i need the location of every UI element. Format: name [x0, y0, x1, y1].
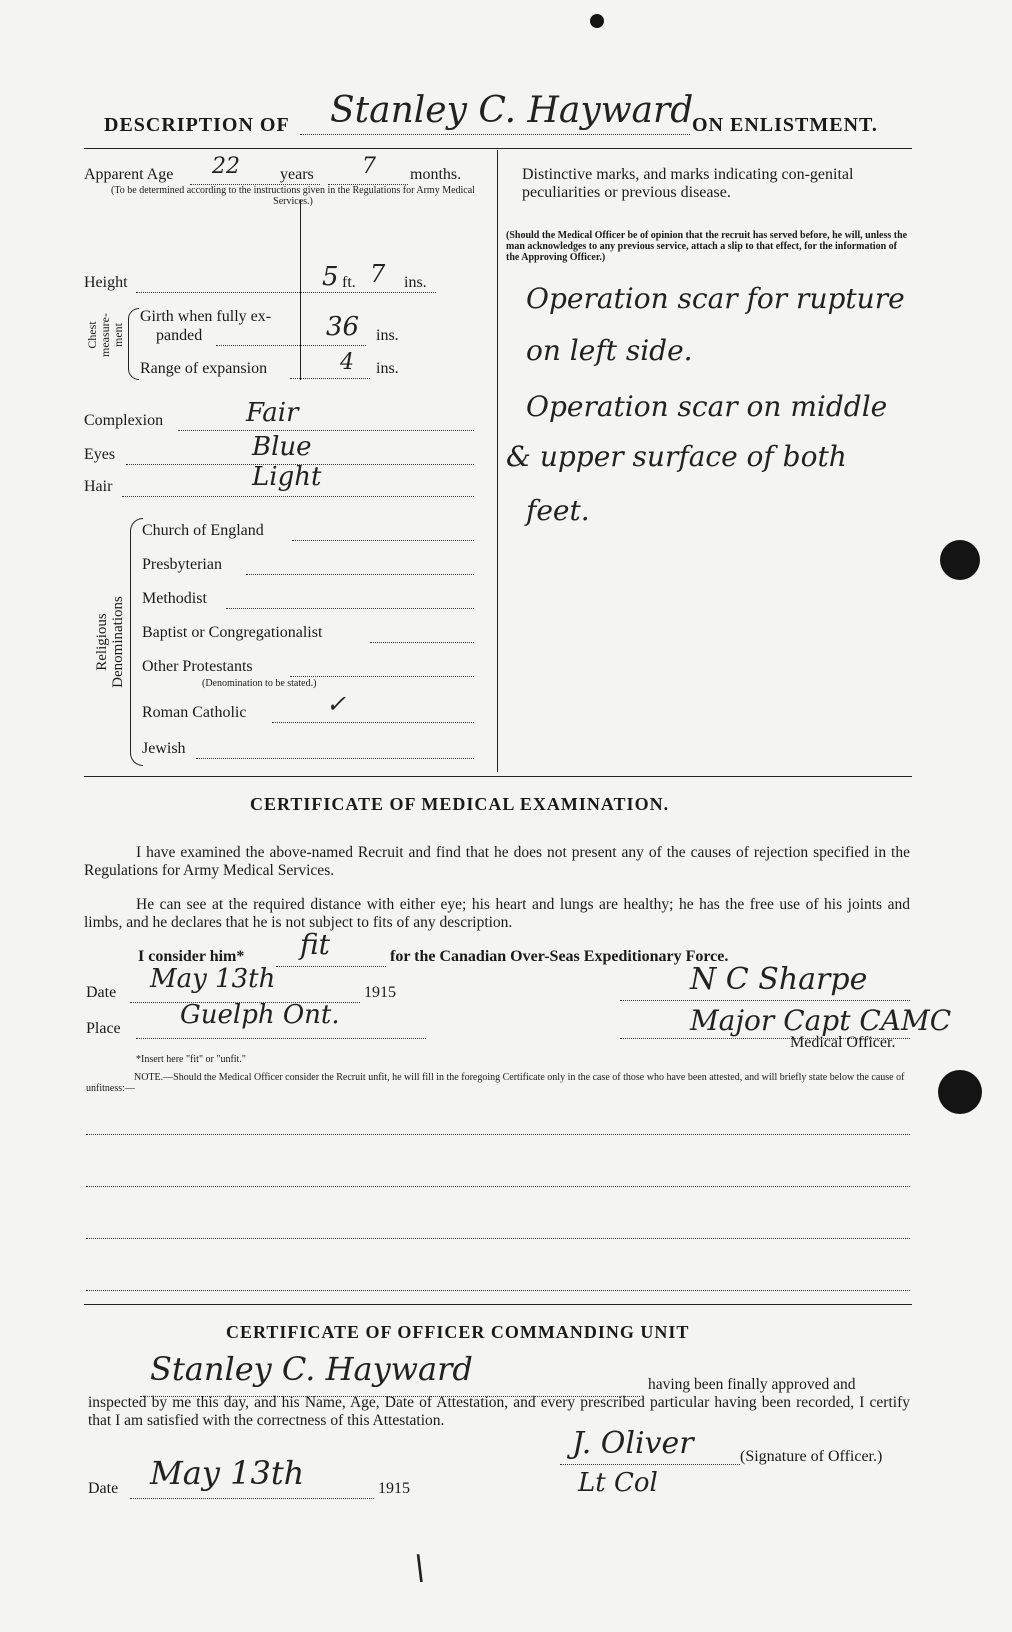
girth-line — [216, 345, 366, 346]
religion-roman-catholic: Roman Catholic — [142, 704, 247, 721]
girth-label-2: panded — [156, 327, 203, 344]
commanding-paragraph: inspected by me this day, and his Name, Age, Date of Attestation, and every prescribed particular having been recorded, I certify that I am satisfied with the correctness of this Attestation. — [88, 1394, 910, 1429]
consider-him-label: I consider him* — [138, 948, 245, 965]
religion-jewish: Jewish — [142, 740, 186, 757]
complexion-value: Fair — [246, 398, 299, 428]
medical-paragraph-2: He can see at the required distance with either eye; his heart and lungs are healthy; he has the free use of his joints and limbs, and he declares that he is not subject to fits of any description. — [84, 896, 910, 931]
medical-officer-rank: Major Capt CAMC — [690, 1004, 952, 1037]
medical-date-value: May 13th — [150, 964, 276, 994]
chest-measurement-label — [86, 304, 125, 366]
religion-baptist: Baptist or Congregationalist — [142, 624, 323, 641]
unfit-reason-line-3 — [86, 1238, 910, 1239]
consider-line — [276, 966, 386, 967]
medical-paragraph-1: I have examined the above-named Recruit and find that he does not present any of the causes of rejection specified in the Regulations for Army Medical Services. — [84, 844, 910, 879]
section-rule-2 — [84, 1304, 912, 1305]
apparent-age-label: Apparent Age — [84, 166, 174, 183]
commanding-date-line — [130, 1498, 374, 1499]
chest-bracket — [128, 308, 139, 380]
for-expeditionary-force: for the Canadian Over-Seas Expeditionary Force. — [390, 948, 729, 965]
column-divider — [497, 150, 498, 772]
commanding-certificate-title: CERTIFICATE OF OFFICER COMMANDING UNIT — [226, 1322, 690, 1342]
header-name-line — [300, 134, 690, 135]
header-name-handwritten: Stanley C. Hayward — [330, 90, 694, 131]
age-months-value: 7 — [362, 154, 376, 179]
age-years-value: 22 — [212, 154, 240, 179]
religion-methodist: Methodist — [142, 590, 207, 607]
religious-denominations-label — [94, 582, 126, 702]
girth-label-1: Girth when fully ex- — [140, 308, 272, 325]
religion-label-text: Religious Denominations — [94, 596, 126, 688]
religion-line-4 — [370, 642, 474, 643]
hair-line — [122, 496, 474, 497]
commanding-date-value: May 13th — [150, 1454, 305, 1492]
range-line — [290, 378, 370, 379]
hair-label: Hair — [84, 478, 113, 495]
hair-value: Light — [252, 462, 322, 492]
medical-certificate-title: CERTIFICATE OF MEDICAL EXAMINATION. — [250, 794, 670, 814]
distinctive-marks-line-3: Operation scar on middle — [526, 390, 888, 423]
ins-label: ins. — [404, 274, 427, 291]
religion-presbyterian: Presbyterian — [142, 556, 222, 573]
insert-fit-note: *Insert here "fit" or "unfit." — [136, 1054, 246, 1065]
medical-date-label: Date — [86, 984, 117, 1001]
medical-place-value: Guelph Ont. — [180, 1000, 340, 1030]
punch-hole-bottom — [938, 1070, 982, 1114]
religion-line-7 — [196, 758, 474, 759]
medical-signature-line — [620, 1000, 910, 1001]
distinctive-marks-line-2: on left side. — [526, 334, 693, 367]
range-ins-label: ins. — [376, 360, 399, 377]
commanding-signature-line — [560, 1464, 740, 1465]
distinctive-marks-line-1: Operation scar for rupture — [526, 282, 905, 315]
eyes-value: Blue — [252, 432, 312, 462]
religion-other-protestants: Other Protestants — [142, 658, 253, 675]
distinctive-marks-note: (Should the Medical Officer be of opinion that the recruit has served before, he will, unless the man acknowledges to any previous service, attach a slip to that effect, for the information of the Approving Officer.) — [506, 230, 908, 263]
unfit-reason-line-2 — [86, 1186, 910, 1187]
girth-value: 36 — [326, 312, 360, 342]
ft-label: ft. — [342, 274, 356, 291]
years-label: years — [280, 166, 314, 183]
religion-line-6 — [272, 722, 474, 723]
unfit-reason-line-1 — [86, 1134, 910, 1135]
range-label: Range of expansion — [140, 360, 268, 377]
inner-column-line — [300, 200, 301, 380]
commanding-date-label: Date — [88, 1480, 119, 1497]
age-note: (To be determined according to the instructions given in the Regulations for Army Medical Services.) — [111, 185, 475, 207]
religion-line-1 — [292, 540, 474, 541]
unfit-reason-line-4 — [86, 1290, 910, 1291]
chest-label-text: Chest measure-ment — [85, 313, 125, 357]
medical-place-line — [136, 1038, 426, 1039]
religion-church-of-england: Church of England — [142, 522, 264, 539]
medical-officer-signature: N C Sharpe — [690, 962, 868, 997]
distinctive-marks-line-5: feet. — [526, 494, 590, 527]
complexion-label: Complexion — [84, 412, 164, 429]
header-on-enlistment: ON ENLISTMENT. — [692, 114, 878, 136]
header-rule — [84, 148, 912, 149]
height-ft-value: 5 — [322, 262, 339, 292]
roman-catholic-checkmark: ✓ — [326, 690, 347, 718]
denomination-note: (Denomination to be stated.) — [202, 678, 317, 689]
months-label: months. — [410, 166, 462, 183]
commanding-officer-signature: J. Oliver — [572, 1426, 694, 1461]
height-line — [136, 292, 436, 293]
medical-year: 1915 — [364, 984, 396, 1001]
medical-officer-label: Medical Officer. — [790, 1034, 896, 1051]
consider-value: fit — [300, 928, 330, 961]
stray-pen-mark: \ — [414, 1548, 426, 1588]
complexion-line — [178, 430, 474, 431]
commanding-year: 1915 — [378, 1480, 410, 1497]
commanding-officer-rank: Lt Col — [578, 1468, 658, 1498]
height-ins-value: 7 — [370, 260, 386, 288]
medical-unfit-note: NOTE.—Should the Medical Officer consider the Recruit unfit, he will fill in the foregoing Certificate only in the case of those who have been attested, and will briefly state below the cause of unfitness:— — [86, 1072, 905, 1094]
punch-hole-top — [940, 540, 980, 580]
distinctive-marks-heading: Distinctive marks, and marks indicating con-genital peculiarities or previous disease. — [522, 166, 854, 201]
header-description-of: DESCRIPTION OF — [104, 114, 290, 136]
distinctive-marks-line-4: & upper surface of both — [506, 440, 847, 473]
commanding-signature-label: (Signature of Officer.) — [740, 1448, 883, 1465]
section-rule-1 — [84, 776, 912, 777]
religion-line-5 — [290, 676, 474, 677]
height-label: Height — [84, 274, 128, 291]
religion-line-2 — [246, 574, 474, 575]
girth-ins-label: ins. — [376, 327, 399, 344]
commanding-name-handwritten: Stanley C. Hayward — [150, 1350, 473, 1388]
ink-spot — [590, 14, 604, 28]
eyes-label: Eyes — [84, 446, 116, 463]
religion-line-3 — [226, 608, 474, 609]
range-value: 4 — [340, 350, 354, 375]
commanding-after-name: having been finally approved and — [648, 1376, 856, 1393]
medical-place-label: Place — [86, 1020, 121, 1037]
